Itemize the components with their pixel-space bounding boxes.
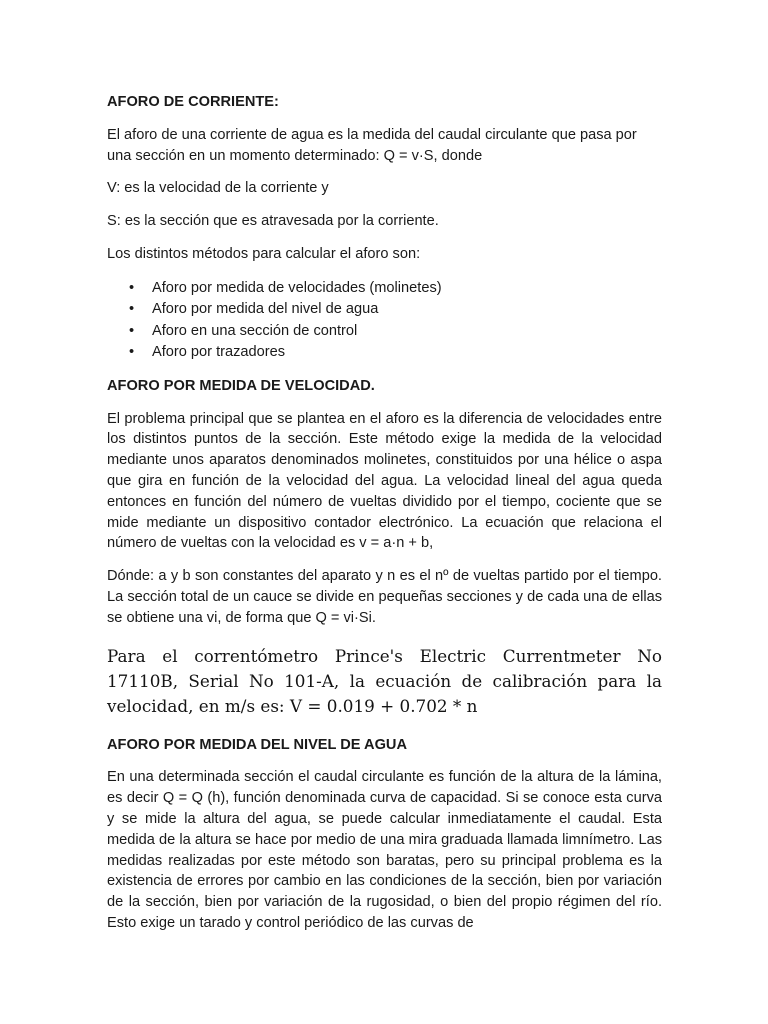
heading-aforo-nivel: AFORO POR MEDIDA DEL NIVEL DE AGUA [107,736,408,753]
methods-list [107,278,662,364]
paragraph-section-definition: S: es la sección que es atravesada por la corriente. [107,213,439,230]
list-item-text: Aforo en una sección de control [152,322,358,339]
document-body [107,92,662,934]
paragraph-velocity-definition: V: es la velocidad de la corriente y [107,180,329,197]
heading-aforo-de-corriente: AFORO DE CORRIENTE: [107,94,279,110]
list-item [107,278,662,300]
bullet-icon: • [129,279,135,296]
paragraph-nivel-agua: En una determinada sección el caudal circulante es función de la altura de la lámina, es decir Q = Q (h), función denominada curva de capacidad. Si se conoce esta curva y se mide la altura del agua, se puede calcular inmediatamente el caudal. Esta medida de la altura se hace por medio de una mira graduada llamada limnímetro. Las medidas realizadas por este método son baratas, pero su principal problema es la existencia de errores por cambio en las condiciones de la sección, bien por variación de la sección, bien por variación de la rugosidad, o bien del propio régimen del río. Esto exige un tarado y control periódico de las curvas de [107,769,662,931]
heading-aforo-velocidad: AFORO POR MEDIDA DE VELOCIDAD. [107,377,375,394]
bullet-icon: • [129,322,135,339]
paragraph-definition: El aforo de una corriente de agua es la medida del caudal circulante que pasa por una sección en un momento determinado: Q = v·S, donde [107,126,637,164]
list-item [107,342,662,364]
bullet-icon: • [129,344,135,361]
paragraph-calibration-equation: Para el correntómetro Prince's Electric Currentmeter No 17110B, Serial No 101-A, la ecuación de calibración para la velocidad, en m/s es: V = 0.019 + 0.702 * n [107,645,662,716]
bullet-icon: • [129,301,135,318]
paragraph-molinetes: El problema principal que se plantea en el aforo es la diferencia de velocidades entre los distintos puntos de la sección. Este método exige la medida de la velocidad mediante unos aparatos denominados molinetes, constituidos por una hélice o aspa que gira en función de la velocidad del agua. La velocidad lineal del agua queda entonces en función del número de vueltas dividido por el tiempo, cociente que se mide mediante un dispositivo contador electrónico. La ecuación que relaciona el número de vueltas con la velocidad es v = a·n + b, [107,410,662,552]
paragraph-constants: Dónde: a y b son constantes del aparato y n es el nº de vueltas partido por el tiempo. La sección total de un cauce se divide en pequeñas secciones y de cada una de ellas se obtiene una vi, de forma que Q = vi·Si. [107,568,662,626]
list-item [107,321,662,343]
list-item-text: Aforo por trazadores [152,344,286,361]
paragraph-methods-intro: Los distintos métodos para calcular el aforo son: [107,245,421,262]
list-item [107,299,662,321]
list-item-text: Aforo por medida de velocidades (molinetes) [152,279,442,296]
list-item-text: Aforo por medida del nivel de agua [152,301,379,318]
